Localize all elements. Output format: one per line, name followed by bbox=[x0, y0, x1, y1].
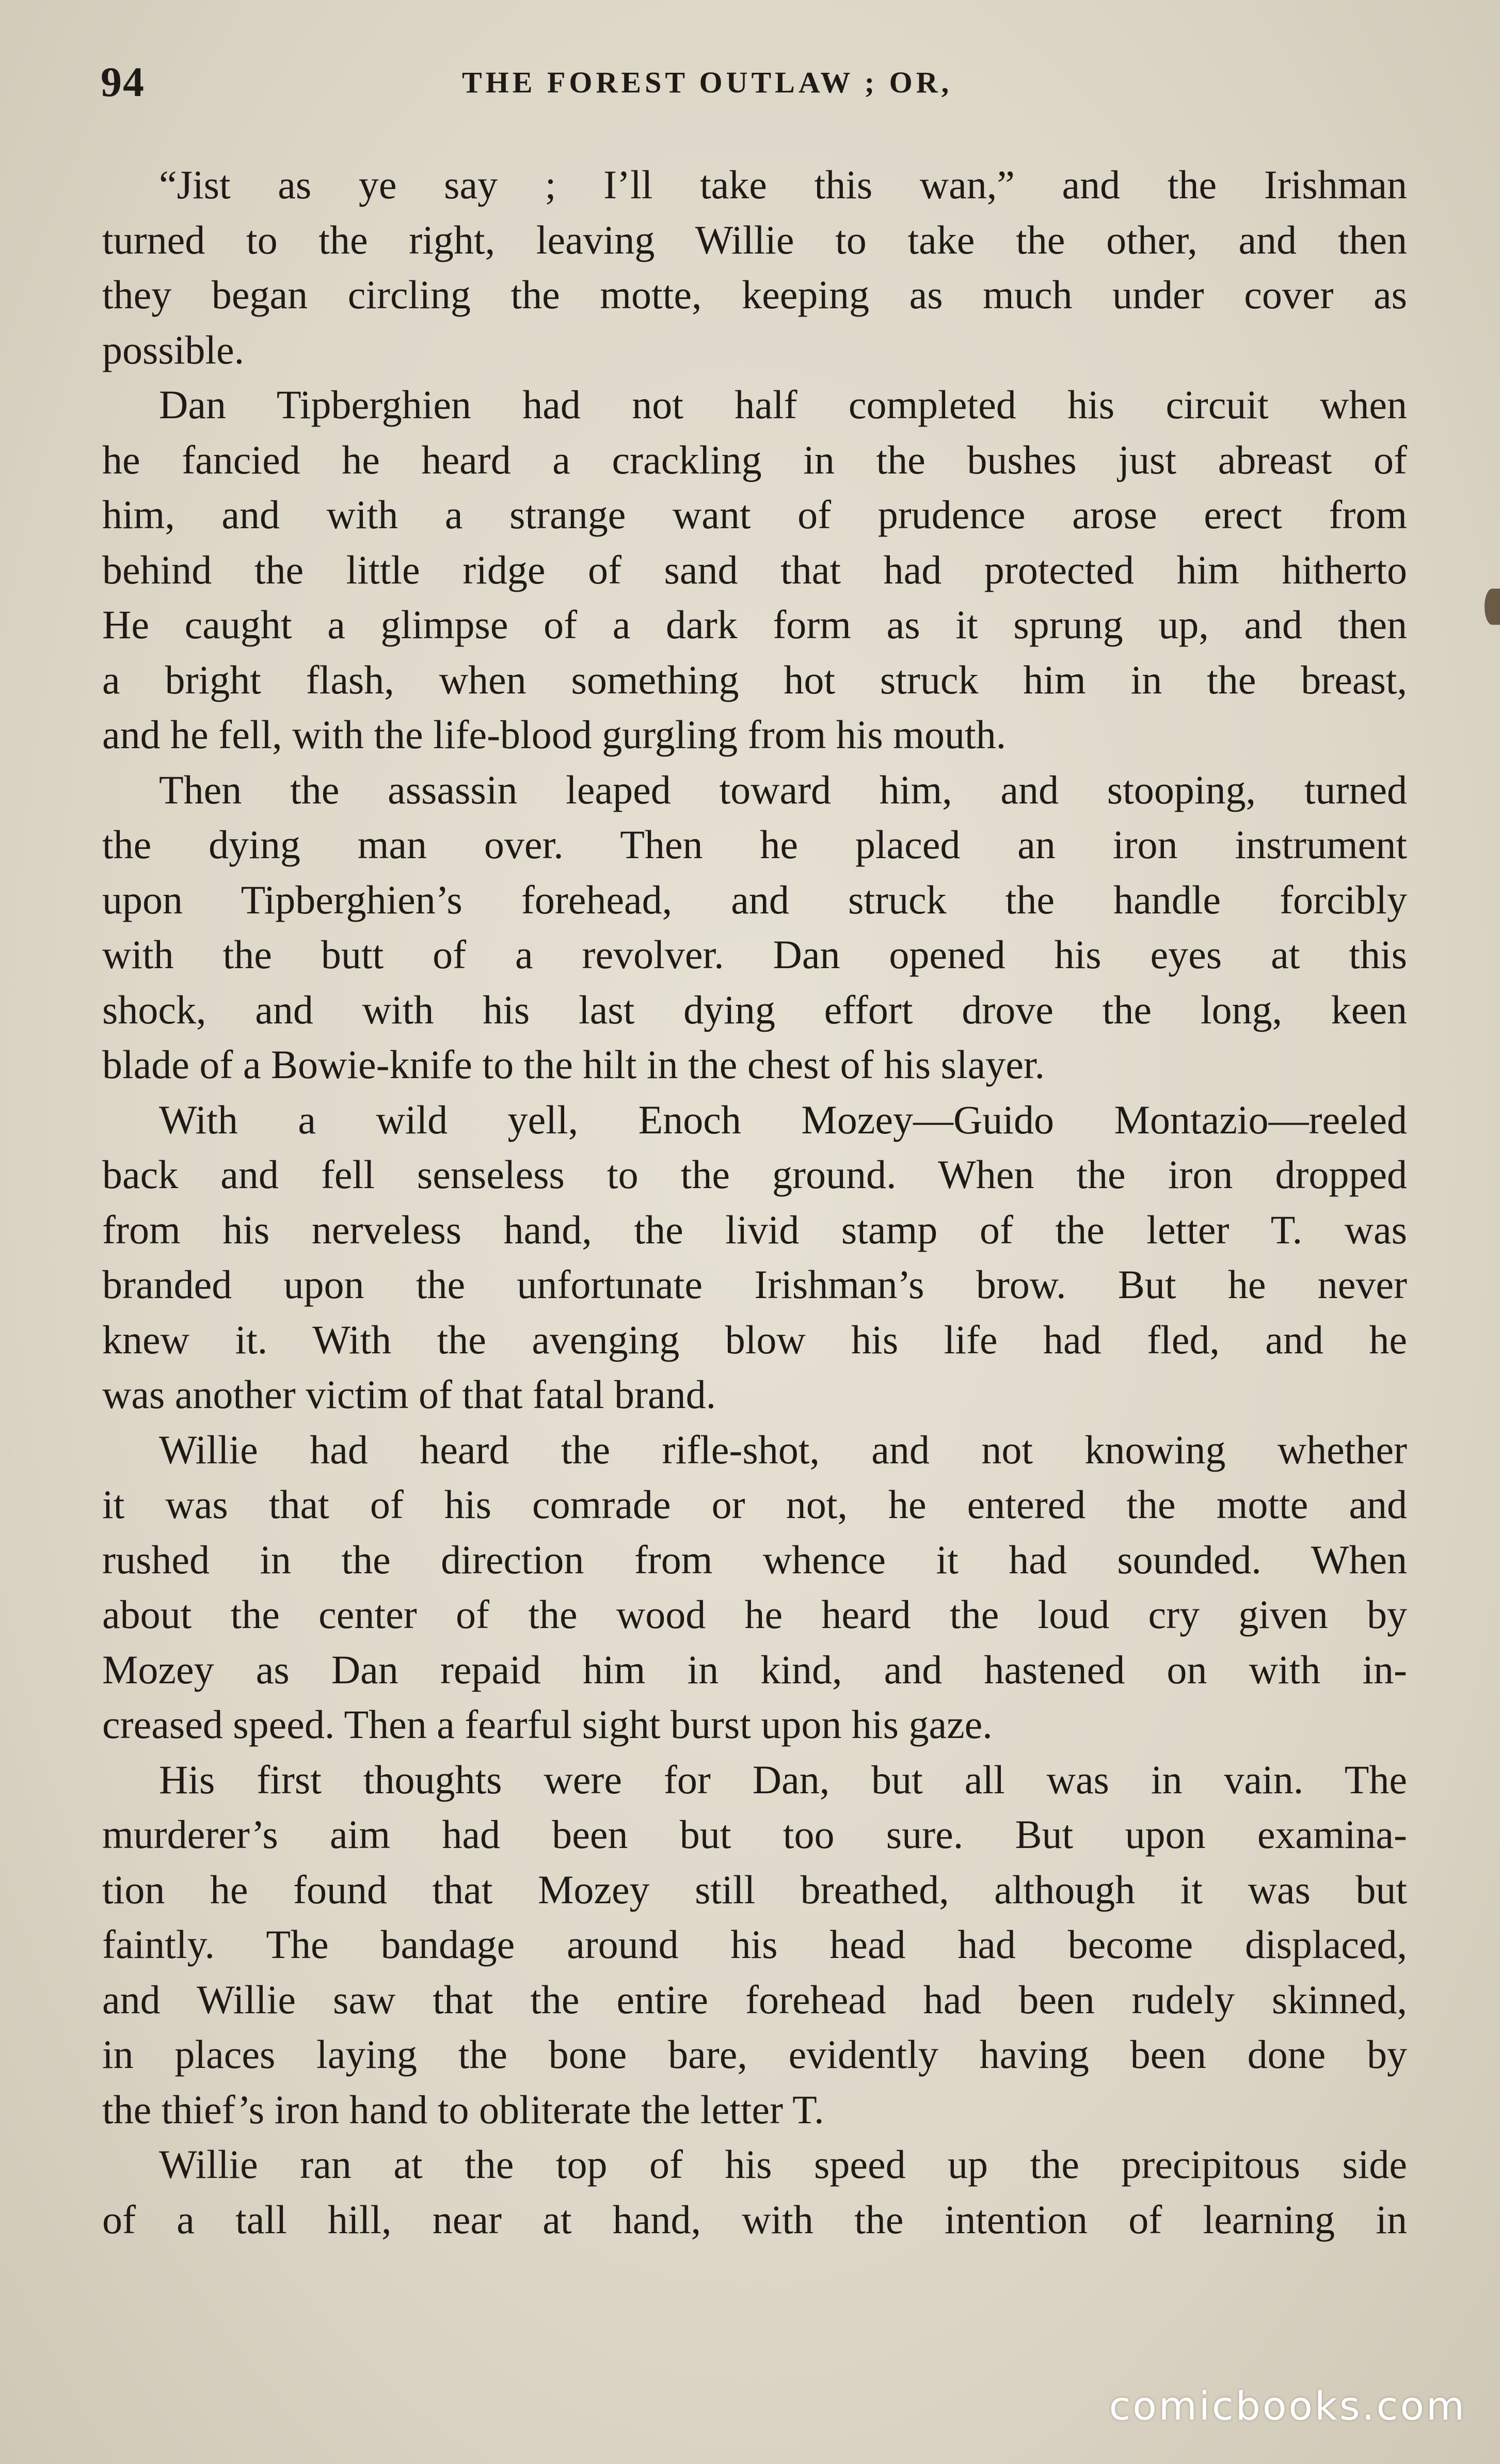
text-line: from his nerveless hand, the livid stamp of the letter T. was bbox=[102, 1207, 1407, 1252]
running-head: THE FOREST OUTLAW ; OR, bbox=[462, 66, 953, 99]
text-line: and he fell, with the life-blood gurgling from his mouth. bbox=[102, 712, 1007, 757]
text-line: back and fell senseless to the ground. When the iron dropped bbox=[102, 1152, 1407, 1197]
text-line: the thief’s iron hand to obliterate the letter T. bbox=[102, 2087, 824, 2132]
text-line: behind the little ridge of sand that had protected him hitherto bbox=[102, 547, 1407, 592]
text-line: Willie ran at the top of his speed up the precipitous side bbox=[159, 2142, 1407, 2187]
text-line: “Jist as ye say ; I’ll take this wan,” and the Irishman bbox=[159, 162, 1407, 207]
text-line: faintly. The bandage around his head had become displaced, bbox=[102, 1922, 1407, 1967]
text-line: with the butt of a revolver. Dan opened his eyes at this bbox=[102, 932, 1407, 977]
text-line: it was that of his comrade or not, he entered the motte and bbox=[102, 1482, 1407, 1527]
text-line: of a tall hill, near at hand, with the intention of learning in bbox=[102, 2197, 1407, 2242]
text-line: Willie had heard the rifle-shot, and not knowing whether bbox=[159, 1427, 1407, 1472]
text-line: and Willie saw that the entire forehead had been rudely skinned, bbox=[102, 1977, 1407, 2022]
text-line: upon Tipberghien’s forehead, and struck the handle forcibly bbox=[102, 877, 1407, 922]
text-line: he fancied he heard a crackling in the bushes just abreast of bbox=[102, 437, 1407, 482]
body-text bbox=[102, 157, 1407, 2247]
text-line: they began circling the motte, keeping as much under cover as bbox=[102, 272, 1407, 317]
page-header bbox=[101, 58, 1412, 120]
text-line: shock, and with his last dying effort drove the long, keen bbox=[102, 987, 1407, 1032]
text-line: He caught a glimpse of a dark form as it sprung up, and then bbox=[102, 602, 1407, 647]
text-line: tion he found that Mozey still breathed, although it was but bbox=[102, 1867, 1407, 1912]
text-line: turned to the right, leaving Willie to take the other, and then bbox=[102, 217, 1407, 262]
text-line: Then the assassin leaped toward him, and stooping, turned bbox=[159, 767, 1407, 812]
text-line: a bright flash, when something hot struck him in the breast, bbox=[102, 657, 1407, 702]
text-line: Mozey as Dan repaid him in kind, and hastened on with in- bbox=[102, 1647, 1407, 1692]
text-line: rushed in the direction from whence it had sounded. When bbox=[102, 1537, 1407, 1582]
text-line: him, and with a strange want of prudence arose erect from bbox=[102, 492, 1407, 537]
text-line: branded upon the unfortunate Irishman’s brow. But he never bbox=[102, 1262, 1407, 1307]
text-line: Dan Tipberghien had not half completed his circuit when bbox=[159, 382, 1407, 427]
text-line: murderer’s aim had been but too sure. But upon examina- bbox=[102, 1812, 1407, 1857]
text-line: possible. bbox=[102, 327, 245, 372]
page-edge-tear bbox=[1485, 589, 1500, 625]
text-line: blade of a Bowie-knife to the hilt in the chest of his slayer. bbox=[102, 1042, 1045, 1087]
text-line: in places laying the bone bare, evidently having been done by bbox=[102, 2032, 1407, 2077]
watermark: comicbooks.com bbox=[1109, 2383, 1466, 2429]
text-line: the dying man over. Then he placed an iron instrument bbox=[102, 822, 1407, 867]
text-line: His first thoughts were for Dan, but all was in vain. The bbox=[159, 1757, 1407, 1802]
text-line: knew it. With the avenging blow his life had fled, and he bbox=[102, 1317, 1407, 1362]
text-line: creased speed. Then a fearful sight burst upon his gaze. bbox=[102, 1702, 993, 1747]
page-number: 94 bbox=[101, 58, 145, 105]
text-line: about the center of the wood he heard the loud cry given by bbox=[102, 1592, 1407, 1637]
text-line: With a wild yell, Enoch Mozey—Guido Montazio—reeled bbox=[159, 1097, 1407, 1142]
text-line: was another victim of that fatal brand. bbox=[102, 1372, 716, 1417]
